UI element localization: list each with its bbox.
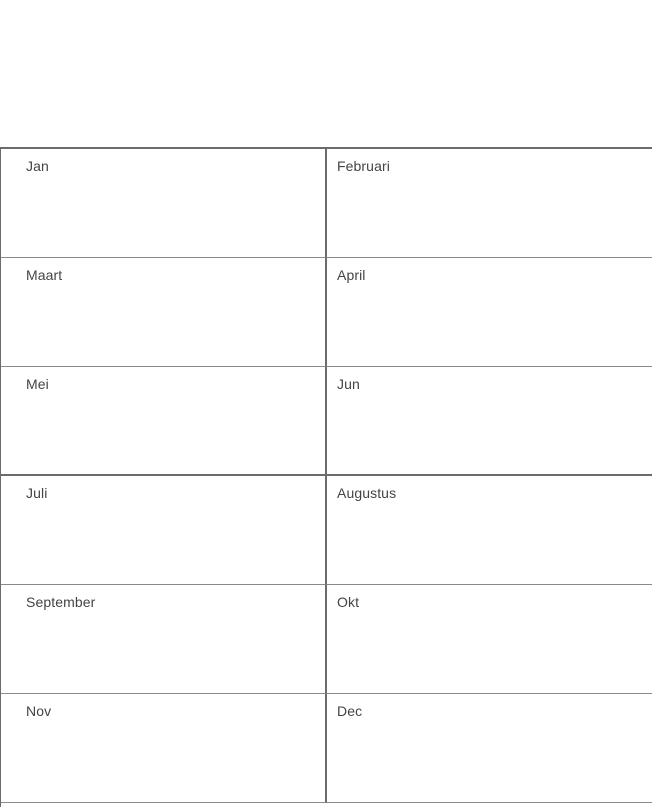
month-label: Juli	[26, 485, 48, 501]
month-cell-jun	[327, 367, 652, 476]
month-label: Dec	[337, 703, 363, 719]
month-label: Mei	[26, 376, 49, 392]
month-label: Maart	[26, 267, 63, 283]
month-label: September	[26, 594, 96, 610]
month-cell-jul	[1, 476, 327, 585]
month-grid	[0, 147, 652, 807]
month-label: Jan	[26, 158, 49, 174]
month-cell-feb	[327, 149, 652, 258]
month-label: Augustus	[337, 485, 397, 501]
month-cell-mar	[1, 258, 327, 367]
month-cell-sep	[1, 585, 327, 694]
month-cell-may	[1, 367, 327, 476]
month-label: April	[337, 267, 366, 283]
month-label: Jun	[337, 376, 360, 392]
month-cell-jan	[1, 149, 327, 258]
month-label: Februari	[337, 158, 390, 174]
month-cell-oct	[327, 585, 652, 694]
month-label: Okt	[337, 594, 360, 610]
month-label: Nov	[26, 703, 52, 719]
month-cell-apr	[327, 258, 652, 367]
month-cell-nov	[1, 694, 327, 803]
month-cell-dec	[327, 694, 652, 803]
month-cell-aug	[327, 476, 652, 585]
